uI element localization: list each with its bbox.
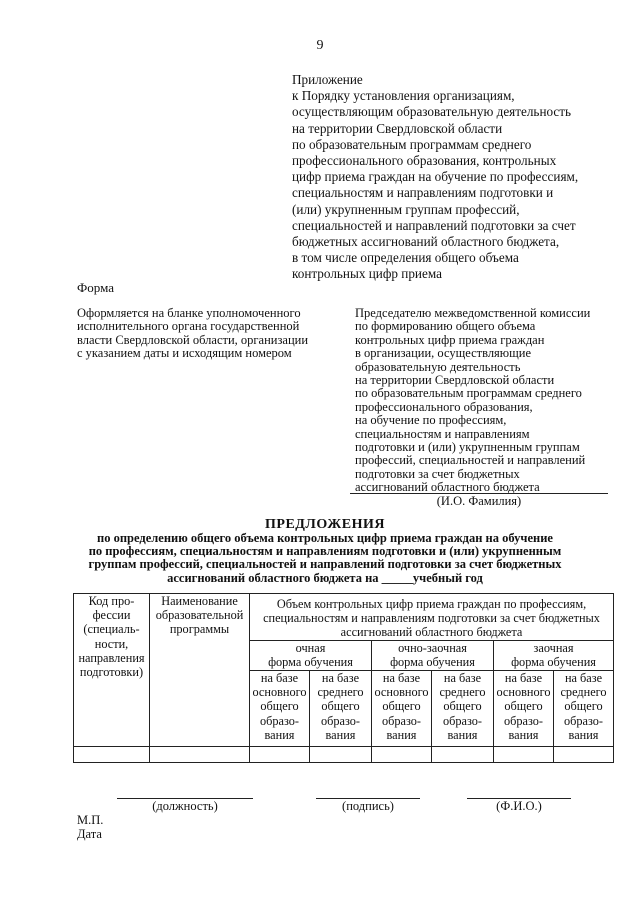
- table-cell: [250, 747, 310, 763]
- base-line: среднего: [560, 685, 607, 700]
- base-line: вания: [264, 727, 295, 742]
- stamp-label: М.П.: [77, 813, 104, 827]
- table-cell: [150, 747, 250, 763]
- addressee-line: подготовки за счет бюджетных: [355, 466, 520, 481]
- base-line: вания: [386, 727, 417, 742]
- header-form-full-time: [250, 641, 372, 671]
- appendix-line: по образовательным программам среднего: [292, 136, 532, 152]
- proposal-subtitle-line: по профессиям, специальностям и направлениям подготовки и (или) укрупненным: [88, 544, 562, 559]
- base-line: образо-: [381, 713, 422, 728]
- appendix-line: контрольных цифр приема: [292, 266, 442, 282]
- form-label: Форма: [77, 280, 114, 295]
- base-line: вания: [568, 727, 599, 742]
- header-code-line: (специаль-: [83, 622, 140, 637]
- signature-caption: (подпись): [342, 799, 394, 813]
- base-line: образо-: [320, 713, 361, 728]
- base-line: образо-: [442, 713, 483, 728]
- base-line: на базе: [382, 671, 421, 685]
- header-volume-group: [250, 594, 614, 641]
- addressee-line: на территории Свердловской области: [355, 373, 555, 388]
- addressee-line: по образовательным программам среднего: [355, 386, 582, 401]
- addressee-line: подготовки и (или) укрупненным группам: [355, 440, 580, 455]
- header-form-distance: [494, 641, 614, 671]
- proposal-heading: [40, 517, 610, 585]
- header-base-secondary: [432, 671, 494, 747]
- name-caption: (Ф.И.О.): [496, 799, 542, 813]
- page-number: 9: [316, 38, 324, 53]
- addressee-line: специальностям и направлениям: [355, 426, 530, 441]
- base-line: основного: [374, 685, 429, 700]
- letterhead-note-line: власти Свердловской области, организации: [77, 332, 309, 347]
- appendix-line: осуществляющим образовательную деятельность: [292, 104, 572, 120]
- header-code-line: ности,: [94, 636, 129, 651]
- table-cell: [74, 747, 150, 763]
- appendix-line: цифр приема граждан на обучение по профессиям,: [292, 169, 579, 185]
- appendix-block: [292, 72, 622, 283]
- base-line: основного: [496, 685, 551, 700]
- base-line: на базе: [260, 671, 299, 685]
- header-code-line: направления: [78, 650, 145, 665]
- header-base-secondary: [310, 671, 372, 747]
- appendix-line: к Порядку установления организациям,: [292, 88, 515, 104]
- form-line: форма обучения: [268, 655, 353, 670]
- base-line: общего: [564, 699, 603, 714]
- header-form-part-time: [372, 641, 494, 671]
- letterhead-note-line: исполнительного органа государственной: [77, 319, 300, 334]
- letterhead-note-line: с указанием даты и исходящим номером: [77, 346, 292, 361]
- base-line: на базе: [443, 671, 482, 685]
- base-line: образо-: [563, 713, 604, 728]
- base-line: среднего: [439, 685, 486, 700]
- proposal-subtitle-line: группам профессий, специальностей и направлений подготовки за счет бюджетных: [88, 557, 562, 572]
- base-line: основного: [252, 685, 307, 700]
- header-volume-line: Объем контрольных цифр приема граждан по профессиям,: [276, 597, 587, 611]
- letterhead-note-line: Оформляется на бланке уполномоченного: [77, 306, 301, 320]
- base-line: вания: [447, 727, 478, 742]
- position-caption: (должность): [152, 799, 218, 813]
- form-line: очная: [295, 641, 326, 655]
- header-program-line: Наименование: [161, 594, 238, 608]
- header-program-name: [150, 594, 250, 747]
- proposal-subtitle-line: по определению общего объема контрольных цифр приема граждан на обучение: [97, 531, 553, 545]
- addressee-line: ассигнований областного бюджета: [355, 480, 540, 495]
- appendix-line: бюджетных ассигнований областного бюджета,: [292, 234, 560, 250]
- table-cell: [554, 747, 614, 763]
- appendix-line: в том числе определения общего объема: [292, 250, 519, 266]
- table-cell: [494, 747, 554, 763]
- form-line: форма обучения: [511, 655, 596, 670]
- header-base-basic: [372, 671, 432, 747]
- addressee-line: профессий, специальностей и направлений: [355, 453, 586, 468]
- base-line: общего: [504, 699, 543, 714]
- appendix-line: (или) укрупненным группам профессий,: [292, 201, 520, 217]
- addressee-line: Председателю межведомственной комиссии: [355, 306, 591, 320]
- stamp-date-block: [77, 813, 103, 841]
- header-program-line: программы: [169, 622, 230, 637]
- addressee-line: контрольных цифр приема граждан: [355, 332, 545, 347]
- header-base-basic: [250, 671, 310, 747]
- appendix-line: профессионального образования, контрольных: [292, 153, 557, 169]
- header-code-line: фессии: [92, 608, 131, 623]
- base-line: на базе: [504, 671, 543, 685]
- addressee-line: профессионального образования,: [355, 399, 533, 414]
- base-line: общего: [382, 699, 421, 714]
- proposal-subtitle-line: ассигнований областного бюджета на _____учебный год: [167, 570, 483, 585]
- header-base-secondary: [554, 671, 614, 747]
- appendix-line: Приложение: [292, 72, 363, 87]
- form-line: форма обучения: [390, 655, 475, 670]
- header-program-line: образовательной: [155, 608, 244, 623]
- header-base-basic: [494, 671, 554, 747]
- header-volume-line: ассигнований областного бюджета: [340, 625, 523, 640]
- appendix-line: на территории Свердловской области: [292, 120, 503, 136]
- base-line: среднего: [317, 685, 364, 700]
- addressee-line: по формированию общего объема: [355, 319, 536, 334]
- addressee-line: в организации, осуществляющие: [355, 346, 532, 361]
- header-volume-line: специальностям и направлениям подготовки за счет бюджетных: [263, 611, 600, 626]
- base-line: на базе: [564, 671, 603, 685]
- header-code-line: Код про-: [88, 594, 135, 608]
- table-cell: [432, 747, 494, 763]
- addressee-block: [355, 307, 590, 495]
- addressee-line: образовательную деятельность: [355, 359, 521, 374]
- appendix-line: специальностей и направлений подготовки за счет: [292, 217, 576, 233]
- base-line: образо-: [503, 713, 544, 728]
- base-line: образо-: [259, 713, 300, 728]
- date-label: Дата: [77, 827, 102, 841]
- proposals-table: [73, 593, 614, 763]
- proposal-title: ПРЕДЛОЖЕНИЯ: [265, 517, 385, 532]
- table-row: [74, 747, 614, 763]
- form-line: очно-заочная: [398, 641, 467, 655]
- table-cell: [310, 747, 372, 763]
- base-line: общего: [443, 699, 482, 714]
- table-cell: [372, 747, 432, 763]
- addressee-signature-caption: (И.О. Фамилия): [436, 494, 522, 508]
- header-code-line: подготовки): [79, 665, 144, 680]
- header-code: [74, 594, 150, 747]
- form-line: заочная: [533, 641, 574, 655]
- base-line: вания: [508, 727, 539, 742]
- addressee-line: на обучение по профессиям,: [355, 413, 507, 428]
- appendix-line: специальностям и направлениям подготовки и: [292, 185, 554, 201]
- base-line: на базе: [321, 671, 360, 685]
- base-line: общего: [260, 699, 299, 714]
- base-line: вания: [325, 727, 356, 742]
- letterhead-note: [77, 307, 308, 361]
- base-line: общего: [321, 699, 360, 714]
